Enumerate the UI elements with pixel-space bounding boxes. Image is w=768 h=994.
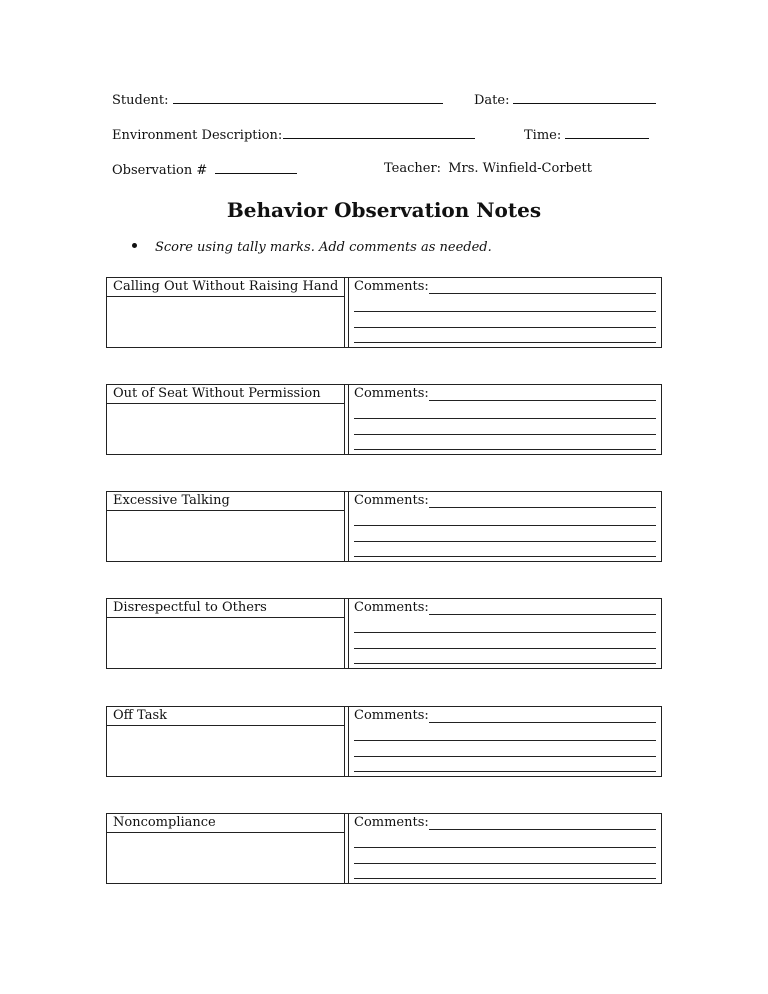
tally-box[interactable] [107, 297, 344, 347]
time-field[interactable] [524, 125, 649, 145]
comments-label: Comments: [354, 386, 429, 401]
comment-rule [354, 771, 656, 772]
comments-column[interactable] [348, 599, 661, 668]
observation-teacher-row [112, 160, 672, 178]
behavior-label: Disrespectful to Others [107, 599, 344, 618]
behavior-label: Calling Out Without Raising Hand [107, 278, 344, 297]
teacher-label: Teacher: [384, 161, 442, 176]
tally-column [107, 385, 345, 454]
tally-box[interactable] [107, 511, 344, 561]
comment-rule [354, 878, 656, 879]
comment-rule [429, 614, 656, 615]
behavior-table [106, 491, 662, 562]
comment-rule [354, 632, 656, 633]
teacher-name: Mrs. Winfield-Corbett [448, 161, 592, 176]
comment-rule [354, 311, 656, 312]
date-label: Date: [474, 93, 510, 108]
comment-rule [429, 293, 656, 294]
tally-column [107, 814, 345, 883]
environment-field[interactable] [112, 125, 475, 145]
comments-column[interactable] [348, 492, 661, 561]
behavior-label: Excessive Talking [107, 492, 344, 511]
comments-label: Comments: [354, 493, 429, 508]
tally-column [107, 492, 345, 561]
instruction-bullet [132, 240, 492, 255]
behavior-label: Out of Seat Without Permission [107, 385, 344, 404]
tally-column [107, 599, 345, 668]
page-title: Behavior Observation Notes [226, 198, 542, 222]
comment-rule [354, 756, 656, 757]
comments-column[interactable] [348, 278, 661, 347]
comment-rule [429, 507, 656, 508]
behavior-table [106, 598, 662, 669]
comment-rule [354, 525, 656, 526]
tally-column [107, 707, 345, 776]
comment-rule [429, 722, 656, 723]
comment-rule [429, 400, 656, 401]
tally-column [107, 278, 345, 347]
comment-rule [354, 556, 656, 557]
behavior-label: Off Task [107, 707, 344, 726]
comment-rule [354, 418, 656, 419]
date-blank[interactable] [513, 90, 656, 104]
tally-box[interactable] [107, 618, 344, 668]
student-date-row [112, 90, 672, 108]
comment-rule [354, 847, 656, 848]
comments-label: Comments: [354, 708, 429, 723]
observation-blank[interactable] [215, 160, 297, 174]
date-field[interactable] [474, 90, 656, 110]
environment-blank[interactable] [283, 125, 475, 139]
comment-rule [429, 829, 656, 830]
comments-column[interactable] [348, 385, 661, 454]
time-blank[interactable] [565, 125, 649, 139]
observation-number-field[interactable] [112, 160, 297, 180]
comment-rule [354, 648, 656, 649]
behavior-table [106, 706, 662, 777]
student-label: Student: [112, 93, 169, 108]
comment-rule [354, 342, 656, 343]
tally-box[interactable] [107, 404, 344, 454]
comments-column[interactable] [348, 707, 661, 776]
tally-box[interactable] [107, 726, 344, 776]
behavior-table [106, 813, 662, 884]
environment-time-row [112, 125, 672, 143]
behavior-label: Noncompliance [107, 814, 344, 833]
comment-rule [354, 740, 656, 741]
comments-column[interactable] [348, 814, 661, 883]
observation-label: Observation # [112, 163, 208, 178]
behavior-table [106, 277, 662, 348]
environment-label: Environment Description: [112, 128, 283, 143]
teacher-field [384, 160, 592, 178]
instruction-text: Score using tally marks. Add comments as needed. [155, 240, 492, 255]
comments-label: Comments: [354, 815, 429, 830]
comment-rule [354, 434, 656, 435]
student-blank[interactable] [173, 90, 443, 104]
student-field[interactable] [112, 90, 443, 110]
comment-rule [354, 449, 656, 450]
behavior-table [106, 384, 662, 455]
comment-rule [354, 327, 656, 328]
bullet-icon [132, 243, 137, 248]
time-label: Time: [524, 128, 562, 143]
comment-rule [354, 663, 656, 664]
comments-label: Comments: [354, 279, 429, 294]
comments-label: Comments: [354, 600, 429, 615]
tally-box[interactable] [107, 833, 344, 883]
comment-rule [354, 541, 656, 542]
comment-rule [354, 863, 656, 864]
